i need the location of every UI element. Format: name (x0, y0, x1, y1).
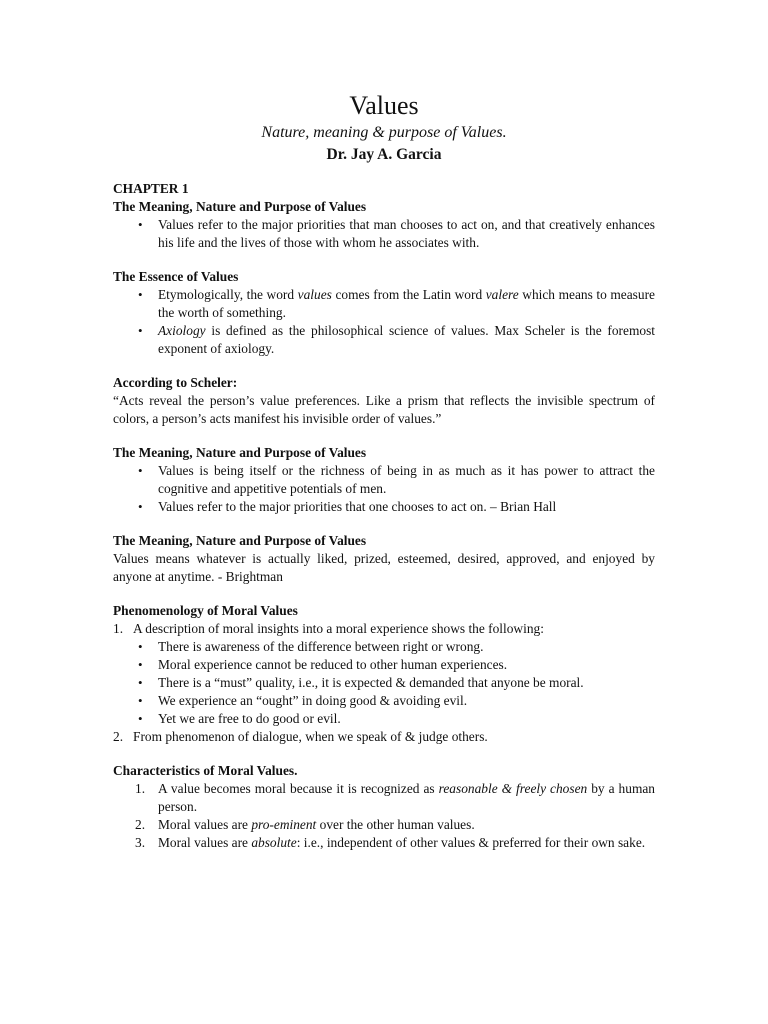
chapter-heading: CHAPTER 1 (113, 181, 189, 196)
bullet-item (113, 322, 655, 358)
bullet-list (113, 638, 655, 728)
bullet-item: • Moral experience cannot be reduced to other human experiences. (113, 656, 655, 674)
document-content (113, 90, 655, 852)
item-text: A description of moral insights into a moral experience shows the following: (133, 621, 544, 636)
numbered-item (113, 834, 655, 852)
bullet-item: • Values refer to the major priorities that one chooses to act on. – Brian Hall (113, 498, 655, 516)
bullet-item (113, 286, 655, 322)
bullet-item: • There is a “must” quality, i.e., it is expected & demanded that anyone be moral. (113, 674, 655, 692)
emphasis: pro-eminent (251, 817, 317, 832)
bullet-list (113, 216, 655, 252)
paragraph: Values means whatever is actually liked, prized, esteemed, desired, approved, and enjoyed by anyone at anytime. - Brightman (113, 551, 655, 584)
section-heading: Characteristics of Moral Values. (113, 763, 298, 778)
item-number: 2. (135, 817, 146, 832)
text-run: : i.e., independent of other values & preferred for their own sake. (296, 835, 646, 850)
emphasis: absolute (251, 835, 297, 850)
bullet-item: • There is awareness of the difference between right or wrong. (113, 638, 655, 656)
section-meaning-3 (113, 532, 655, 586)
numbered-item (113, 728, 655, 746)
item-number: 1. (135, 781, 146, 796)
document-author: Dr. Jay A. Garcia (326, 146, 442, 163)
section-phenomenology (113, 602, 655, 746)
section-heading: According to Scheler: (113, 375, 238, 390)
text-run: Etymologically, the word (158, 287, 298, 302)
text-run: by a human person. (158, 781, 656, 814)
section-essence (113, 268, 655, 358)
section-scheler (113, 374, 655, 428)
text-run: which means to measure the worth of something. (158, 287, 655, 320)
section-heading: The Essence of Values (113, 269, 239, 284)
numbered-item (113, 816, 655, 834)
bullet-item: • We experience an “ought” in doing good & avoiding evil. (113, 692, 655, 710)
section-meaning-2 (113, 444, 655, 516)
section-heading: Phenomenology of Moral Values (113, 603, 298, 618)
section-heading: The Meaning, Nature and Purpose of Values (113, 445, 367, 460)
text-run: A value becomes moral because it is recognized as (158, 781, 439, 796)
bullet-list (113, 286, 655, 358)
text-run: Moral values are (158, 817, 252, 832)
bullet-item: • Values refer to the major priorities that man chooses to act on, and that creatively enhances his life and the lives of those with whom he associates with. (113, 216, 655, 252)
item-text: From phenomenon of dialogue, when we speak of & judge others. (133, 729, 488, 744)
text-run: Moral values are (158, 835, 252, 850)
item-number: 2. (113, 729, 124, 744)
bullet-list (113, 462, 655, 516)
emphasis: values (297, 287, 332, 302)
quote-paragraph: “Acts reveal the person’s value preferences. Like a prism that reflects the invisible spectrum of colors, a person’s acts manifest his invisible order of values.” (113, 393, 655, 426)
bullet-item: • Values is being itself or the richness of being in as much as it has power to attract the cognitive and appetitive potentials of men. (113, 462, 655, 498)
section-characteristics (113, 762, 655, 852)
numbered-list (113, 780, 655, 852)
text-run: over the other human values. (316, 817, 475, 832)
section-meaning-1 (113, 198, 655, 252)
section-heading: The Meaning, Nature and Purpose of Values (113, 533, 367, 548)
emphasis: valere (485, 287, 519, 302)
bullet-item: • Yet we are free to do good or evil. (113, 710, 655, 728)
document-subtitle: Nature, meaning & purpose of Values. (261, 124, 507, 141)
text-run: is defined as the philosophical science of values. Max Scheler is the foremost exponent of axiology. (158, 323, 655, 356)
item-number: 3. (135, 835, 146, 850)
emphasis: reasonable & freely chosen (438, 781, 588, 796)
item-number: 1. (113, 621, 124, 636)
numbered-item (113, 780, 655, 816)
section-heading: The Meaning, Nature and Purpose of Values (113, 199, 367, 214)
numbered-item (113, 620, 655, 638)
emphasis: Axiology (158, 323, 206, 338)
document-title: Values (349, 91, 419, 120)
text-run: comes from the Latin word (331, 287, 486, 302)
